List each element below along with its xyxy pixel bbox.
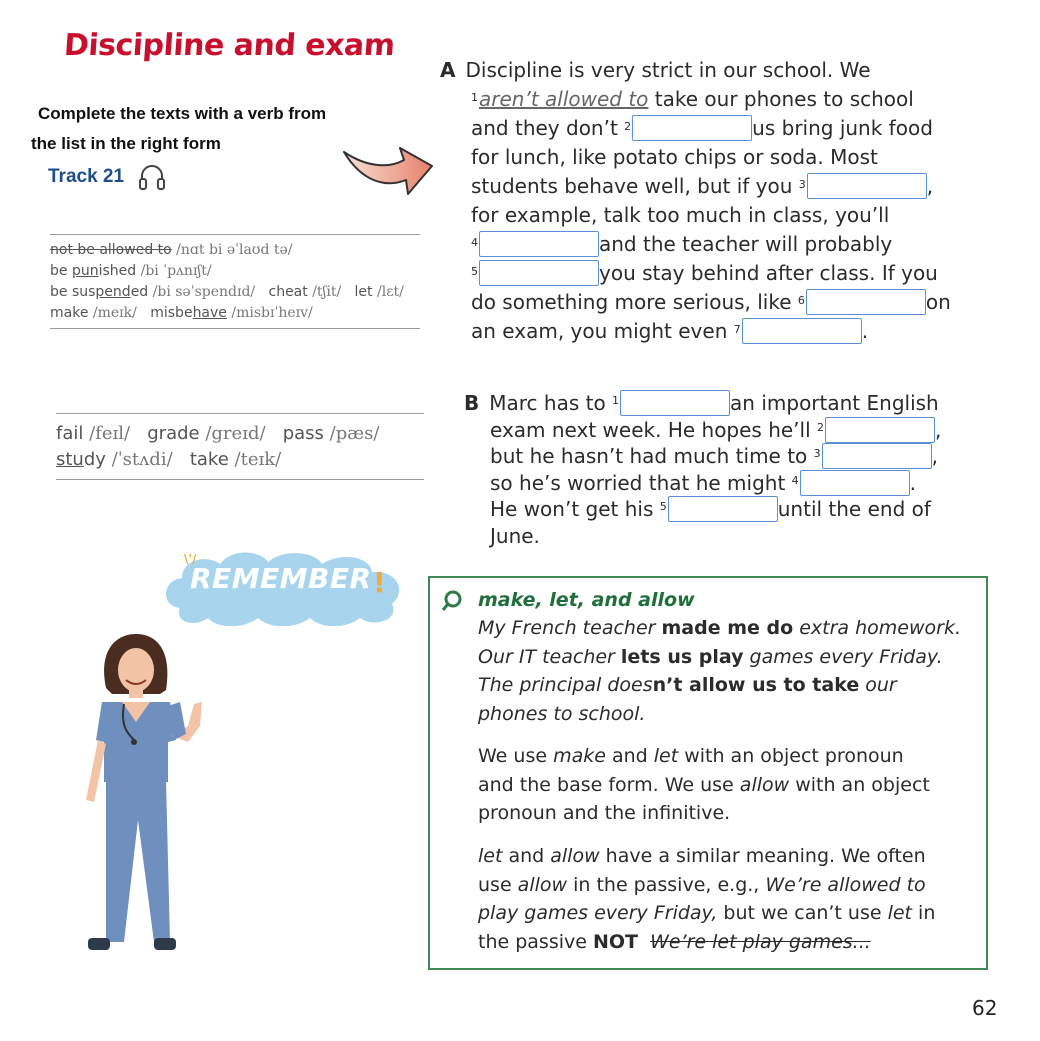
text-line: , xyxy=(926,174,934,198)
word-stress: pend xyxy=(95,284,131,300)
rule-text: and xyxy=(605,745,654,767)
answer-blank-b3[interactable] xyxy=(822,443,932,469)
page-number: 62 xyxy=(972,996,998,1020)
magnifier-icon xyxy=(440,589,464,613)
rule-italic: let xyxy=(887,902,913,924)
answer-blank-a5[interactable] xyxy=(479,260,599,286)
rule-text: in xyxy=(912,902,936,924)
blank-number: 1 xyxy=(612,394,620,407)
text-line: an important English xyxy=(730,391,939,415)
blank-number: 4 xyxy=(791,473,799,487)
rule-italic: let xyxy=(478,845,503,867)
answer-blank-a3[interactable] xyxy=(807,173,927,199)
word-part: ed xyxy=(130,284,149,300)
section-label-a: A xyxy=(440,58,456,82)
phonetic: /bi səˈspendɪd/ xyxy=(152,284,256,300)
example-text: Our IT teacher xyxy=(478,645,621,668)
word-list-1 xyxy=(50,240,430,324)
rule-text: with an object pronoun xyxy=(678,745,904,767)
text-line: so he’s worried that he might xyxy=(490,470,792,495)
word-stress: have xyxy=(192,305,227,321)
rule-italic: allow xyxy=(550,845,600,867)
word-part: be sus xyxy=(50,284,96,300)
phonetic: /teɪk/ xyxy=(234,449,282,470)
remember-badge xyxy=(160,548,410,626)
rule-bold: NOT xyxy=(592,930,638,953)
answer-blank-a7[interactable] xyxy=(742,318,862,344)
answer-blank-b1[interactable] xyxy=(620,390,730,416)
instruction-line-2: the list in the right form xyxy=(31,134,221,153)
blank-number: 2 xyxy=(624,120,632,133)
phonetic: /tʃit/ xyxy=(312,284,342,300)
blank-number: 4 xyxy=(471,236,478,249)
phonetic: /meɪk/ xyxy=(92,305,137,321)
blank-number: 3 xyxy=(813,447,821,460)
word-fail: fail xyxy=(56,423,84,444)
text-line: , xyxy=(931,444,939,468)
blank-number: 5 xyxy=(471,265,478,278)
text-line: and they don’t xyxy=(471,116,625,140)
rule-italic: make xyxy=(553,745,606,767)
instruction-line-1: Complete the texts with a verb from xyxy=(38,104,327,123)
rule-text: and xyxy=(502,845,551,867)
text-line: an exam, you might even xyxy=(471,319,734,343)
example-text: The principal does xyxy=(478,674,653,696)
answer-blank-a4[interactable] xyxy=(479,231,599,257)
phonetic: /lɛt/ xyxy=(377,284,404,300)
rule-text: use xyxy=(478,873,518,896)
text-line: . xyxy=(861,319,869,343)
text-line: do something more serious, like xyxy=(471,290,798,314)
word-not-be-allowed-to: not be allowed to xyxy=(50,242,172,258)
remember-rule-1 xyxy=(478,742,978,828)
text-line: take our phones to school xyxy=(648,87,914,111)
word-row xyxy=(56,447,426,473)
blank-number: 3 xyxy=(798,178,806,191)
remember-mark: ! xyxy=(373,566,386,599)
word-cheat: cheat xyxy=(268,284,308,300)
text-a xyxy=(440,56,1000,346)
word-make: make xyxy=(50,305,89,321)
word-list-2 xyxy=(56,421,426,473)
track-label: Track 21 xyxy=(48,166,125,187)
text-line: Discipline is very strict in our school. We xyxy=(465,58,871,82)
rule-italic: let xyxy=(653,745,679,767)
answer-blank-a2[interactable] xyxy=(632,115,752,141)
page-title: Discipline and exam xyxy=(62,28,396,63)
text-line: on xyxy=(925,290,951,314)
example-text: games every Friday. xyxy=(743,645,943,668)
phonetic: /feɪl/ xyxy=(89,423,131,444)
section-label-b: B xyxy=(464,391,480,415)
example-bold: lets us play xyxy=(620,645,744,668)
text-line: June. xyxy=(490,523,540,548)
blank-number: 5 xyxy=(659,500,667,513)
rule-text: and the base form. We use xyxy=(478,773,740,796)
text-line: and the teacher will probably xyxy=(599,232,893,256)
text-b xyxy=(464,390,984,549)
word-stress: stu xyxy=(56,449,84,470)
blank-number: 1 xyxy=(471,91,478,104)
word-part: dy xyxy=(83,449,106,470)
remember-box-title: make, let, and allow xyxy=(478,589,695,611)
phonetic: /ˈstʌdi/ xyxy=(111,449,173,470)
answer-blank-b4[interactable] xyxy=(800,470,910,496)
text-line: , xyxy=(935,417,942,442)
text-line: exam next week. He hopes he’ll xyxy=(490,417,818,442)
remember-rule-2 xyxy=(478,842,978,956)
rule-text: with an object xyxy=(789,773,930,796)
audio-track[interactable] xyxy=(48,162,166,192)
example-text: our xyxy=(859,674,897,696)
rule-italic: allow xyxy=(517,873,568,896)
text-line: until the end of xyxy=(777,497,931,521)
rule-text: pronoun and the infinitive. xyxy=(478,802,731,824)
word-row xyxy=(50,261,430,282)
rule-text: have a similar meaning. We often xyxy=(599,845,926,867)
answer-blank-a6[interactable] xyxy=(806,289,926,315)
example-bold: n’t allow us to take xyxy=(652,674,860,696)
rule-italic: allow xyxy=(739,773,790,796)
rule-italic: play games every Friday, xyxy=(478,902,718,924)
word-pass: pass xyxy=(282,423,324,444)
rule-text: We use xyxy=(478,745,554,767)
text-line: He won’t get his xyxy=(490,497,660,521)
blank-number: 2 xyxy=(817,420,825,434)
text-line: you stay behind after class. If you xyxy=(599,261,938,285)
word-row xyxy=(50,240,430,261)
blank-number: 7 xyxy=(733,323,741,336)
rule-text: but we can’t use xyxy=(717,902,888,924)
word-take: take xyxy=(189,449,229,470)
example-answer: aren’t allowed to xyxy=(479,87,649,111)
text-line: . xyxy=(909,470,917,495)
rule-text: the passive xyxy=(478,930,593,953)
word-let: let xyxy=(354,284,373,300)
blank-number: 6 xyxy=(797,294,805,307)
text-line: for lunch, like potato chips or soda. Most xyxy=(471,145,878,169)
word-part: be xyxy=(50,263,72,279)
text-line: students behave well, but if you xyxy=(471,174,799,198)
rule-text: in the passive, e.g., xyxy=(567,873,766,896)
example-text: phones to school. xyxy=(478,702,646,725)
phonetic: /greɪd/ xyxy=(205,423,266,444)
word-grade: grade xyxy=(147,423,200,444)
answer-blank-b2[interactable] xyxy=(825,417,935,443)
rule-struck: We’re let play games... xyxy=(650,930,871,953)
phonetic: /nɑt bi əˈlaʊd tə/ xyxy=(176,242,293,258)
phonetic: /bi ˈpʌnɪʃt/ xyxy=(140,263,212,279)
arrow-right-icon xyxy=(338,138,438,202)
text-line: Marc has to xyxy=(489,391,613,415)
example-bold: made me do xyxy=(661,617,794,639)
word-row xyxy=(50,303,430,324)
example-text: extra homework. xyxy=(793,617,961,639)
word-part: ished xyxy=(98,263,137,279)
rule-italic: We’re allowed to xyxy=(765,873,926,896)
sparkle-icon: \'/ xyxy=(184,552,197,566)
example-text: My French teacher xyxy=(478,617,662,639)
text-line: us bring junk food xyxy=(752,116,933,140)
text-line: for example, talk too much in class, you’ll xyxy=(471,203,890,227)
word-part: misbe xyxy=(150,305,193,321)
answer-blank-b5[interactable] xyxy=(668,496,778,522)
teacher-illustration xyxy=(76,630,226,966)
word-stress: pun xyxy=(71,263,99,279)
word-row xyxy=(50,282,430,303)
remember-examples xyxy=(478,614,978,728)
text-line: but he hasn’t had much time to xyxy=(490,444,814,468)
phonetic: /pæs/ xyxy=(329,423,380,444)
word-row xyxy=(56,421,426,447)
phonetic: /misbɪˈheɪv/ xyxy=(231,305,313,321)
remember-label: REMEMBER xyxy=(190,562,372,595)
headphones-icon[interactable] xyxy=(138,162,166,192)
